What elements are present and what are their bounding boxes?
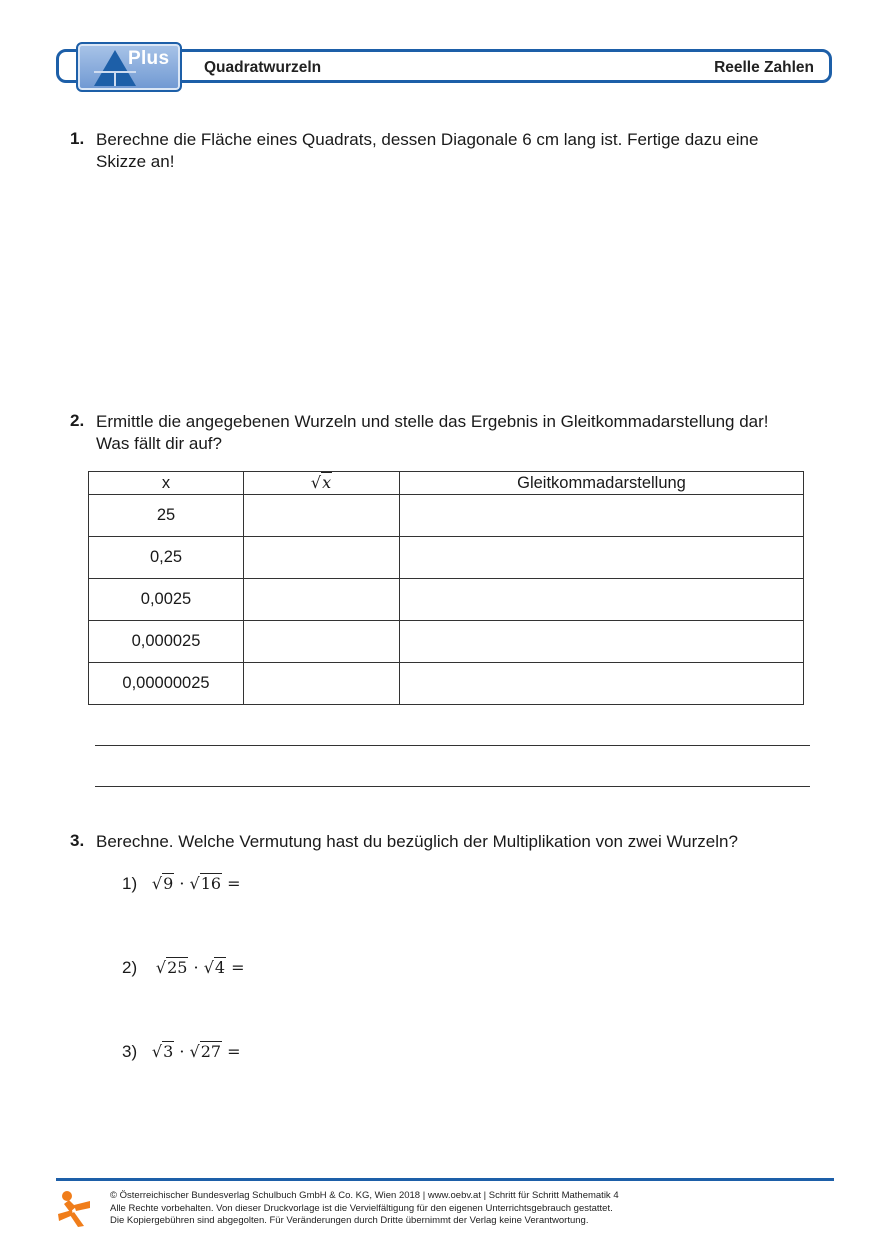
item-expression: √3 · √27 = — [151, 1042, 241, 1061]
task-2-line-2: Was fällt dir auf? — [96, 434, 222, 453]
multiply-operator: · — [179, 1042, 185, 1061]
multiply-operator: · — [193, 958, 199, 977]
radicand-b: 4 — [214, 958, 226, 977]
item-label: 1) — [122, 874, 138, 893]
table-row — [89, 579, 804, 621]
logo-plus-label: Plus — [128, 48, 170, 69]
footer-rule — [56, 1178, 834, 1181]
task-2-text — [96, 411, 816, 455]
cell-sqrt[interactable] — [244, 495, 400, 537]
table-row — [89, 663, 804, 705]
task-2-number: 2. — [70, 411, 85, 430]
answer-line-2[interactable] — [95, 786, 810, 787]
task-3-text — [96, 831, 816, 853]
cell-sqrt[interactable] — [244, 663, 400, 705]
cell-float[interactable] — [400, 579, 804, 621]
task-1-line-2: Skizze an! — [96, 152, 175, 171]
radicand-b: 27 — [200, 1042, 222, 1061]
table-row — [89, 621, 804, 663]
page-title: Quadratwurzeln — [204, 59, 322, 76]
cell-float[interactable] — [400, 495, 804, 537]
task-1-line-1: Berechne die Fläche eines Quadrats, dessen Diagonale 6 cm lang ist. Fertige dazu eine — [96, 130, 759, 149]
cell-float[interactable] — [400, 663, 804, 705]
radicand-a: 9 — [163, 874, 174, 893]
task-3-item-3 — [122, 1042, 241, 1062]
task-3-line-1: Berechne. Welche Vermutung hast du bezüglich der Multiplikation von zwei Wurzeln? — [96, 832, 738, 851]
task-3-number: 3. — [70, 831, 85, 850]
header-float: Gleitkommadarstellung — [400, 472, 804, 495]
cell-x: 0,000025 — [89, 621, 244, 663]
cell-sqrt[interactable] — [244, 579, 400, 621]
table-row — [89, 537, 804, 579]
roots-table — [88, 471, 804, 705]
publisher-logo-icon — [56, 1190, 92, 1228]
footer-line-3: Die Kopiergebühren sind abgegolten. Für Veränderungen durch Dritte übernimmt der Verlag keine Verantwortung. — [110, 1215, 589, 1226]
task-1-number: 1. — [70, 129, 85, 148]
footer-copyright — [110, 1190, 619, 1228]
cell-sqrt[interactable] — [244, 537, 400, 579]
radicand-a: 25 — [167, 958, 188, 977]
item-expression: √9 · √16 = — [151, 874, 241, 893]
cell-sqrt[interactable] — [244, 621, 400, 663]
equals-sign: = — [227, 874, 241, 893]
table-row — [89, 495, 804, 537]
equals-sign: = — [231, 958, 245, 977]
header-x: x — [89, 472, 244, 495]
cell-x: 0,0025 — [89, 579, 244, 621]
table-header-row — [89, 472, 804, 495]
item-label: 3) — [122, 1042, 138, 1061]
cell-x: 0,25 — [89, 537, 244, 579]
equals-sign: = — [227, 1042, 241, 1061]
cell-float[interactable] — [400, 621, 804, 663]
task-3-item-1 — [122, 874, 241, 894]
answer-line-1[interactable] — [95, 745, 810, 746]
item-label: 2) — [122, 958, 138, 977]
footer-line-2: Alle Rechte vorbehalten. Von dieser Druckvorlage ist die Vervielfältigung für den eigenen Unterrichtsgebrauch gestattet. — [110, 1202, 613, 1214]
task-3-item-2 — [122, 958, 245, 978]
multiply-operator: · — [179, 874, 185, 893]
header-sqrt-radicand: x — [322, 473, 332, 492]
radicand-b: 16 — [200, 874, 222, 893]
header-sqrt-x: √x — [244, 472, 400, 495]
task-1-text — [96, 129, 816, 173]
task-2-line-1: Ermittle die angegebenen Wurzeln und stelle das Ergebnis in Gleitkommadarstellung dar! — [96, 412, 769, 431]
cell-float[interactable] — [400, 537, 804, 579]
chapter-topic: Reelle Zahlen — [714, 59, 814, 76]
radicand-a: 3 — [163, 1042, 174, 1061]
cell-x: 25 — [89, 495, 244, 537]
cell-x: 0,00000025 — [89, 663, 244, 705]
item-expression: √25 · √4 = — [155, 958, 245, 977]
footer-line-1: © Österreichischer Bundesverlag Schulbuch GmbH & Co. KG, Wien 2018 | www.oebv.at | Schritt für Schritt Mathematik 4 — [110, 1190, 619, 1201]
